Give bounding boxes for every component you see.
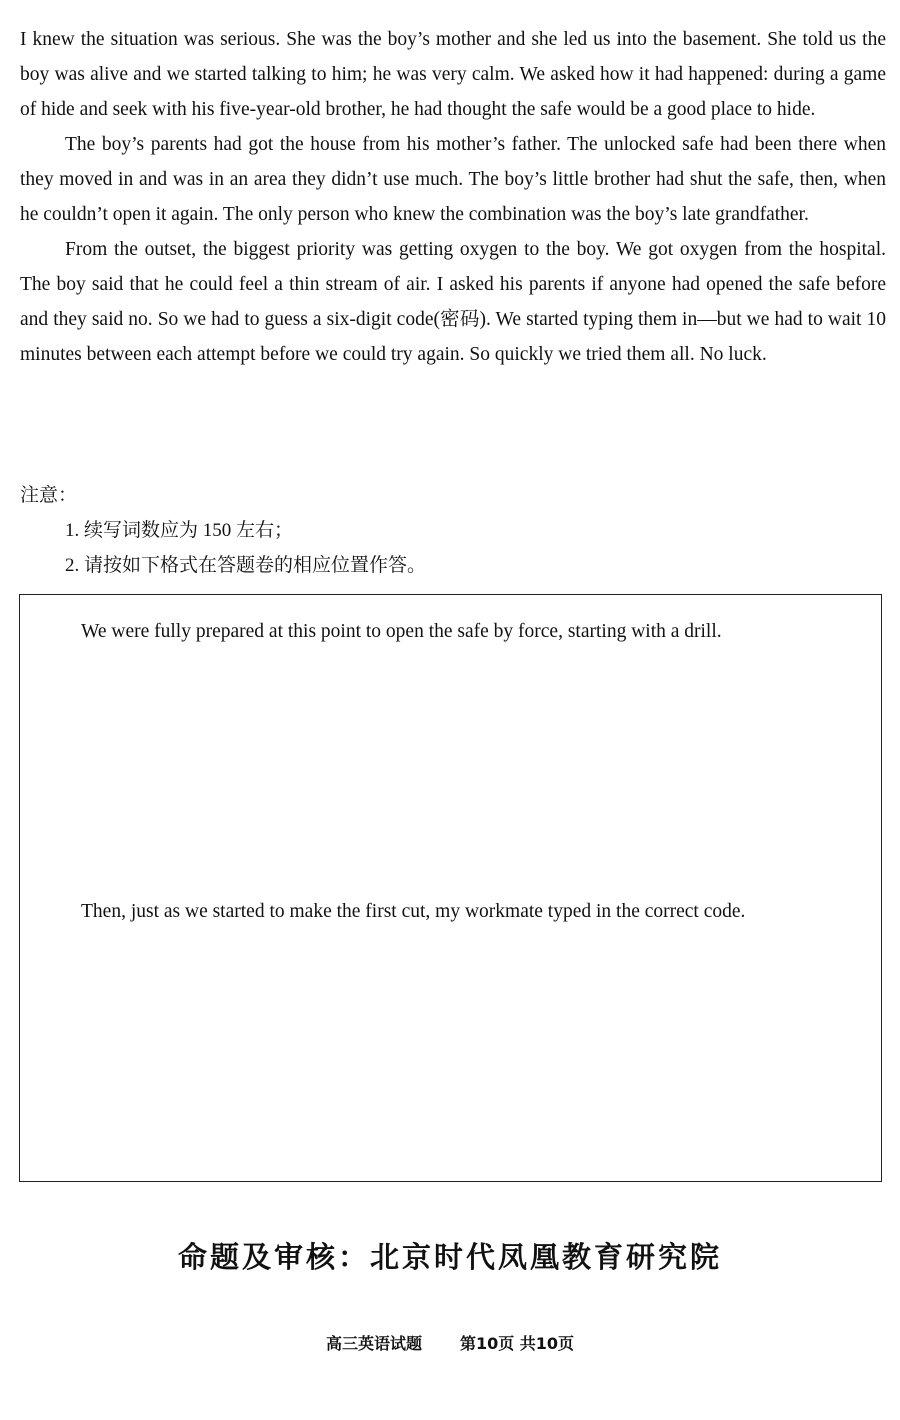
- continuation-prompt-2: Then, just as we started to make the first cut, my workmate typed in the correct code.: [81, 901, 746, 922]
- reading-passage: [20, 22, 886, 372]
- answer-box: [19, 594, 882, 1182]
- author-credit: 命题及审核：北京时代凤凰教育研究院: [177, 1240, 722, 1274]
- notes-heading: 注意：: [20, 485, 78, 506]
- continuation-prompt-1: We were fully prepared at this point to open the safe by force, starting with a drill.: [81, 621, 722, 642]
- footer-page-number: 第10页 共10页: [459, 1334, 575, 1353]
- passage-paragraph-3: From the outset, the biggest priority was getting oxygen to the boy. We got oxygen from the hospital. The boy said that he could feel a thin stream of air. I asked his parents if anyone had opened the safe before and they said no. So we had to guess a six-digit code(密码). We started typing them in—but we had to wait 10 minutes between each attempt before we could try again. So quickly we tried them all. No luck.: [20, 239, 886, 365]
- footer-subject: 高三英语试题: [325, 1334, 422, 1353]
- instructions-notes: [20, 478, 886, 583]
- note-item-answer-format: 2. 请按如下格式在答题卷的相应位置作答。: [65, 555, 427, 576]
- passage-paragraph-2: The boy’s parents had got the house from his mother’s father. The unlocked safe had been there when they moved in and was in an area they didn’t use much. The boy’s little brother had shut the safe, then, when he couldn’t open it again. The only person who knew the combination was the boy’s late grandfather.: [20, 134, 886, 225]
- passage-paragraph-1: I knew the situation was serious. She was the boy’s mother and she led us into the basement. She told us the boy was alive and we started talking to him; he was very calm. We asked how it had happened: during a game of hide and seek with his five-year-old brother, he had thought the safe would be a good place to hide.: [20, 29, 886, 120]
- note-item-word-count: 1. 续写词数应为 150 左右；: [65, 520, 294, 541]
- page-footer: [0, 1330, 900, 1358]
